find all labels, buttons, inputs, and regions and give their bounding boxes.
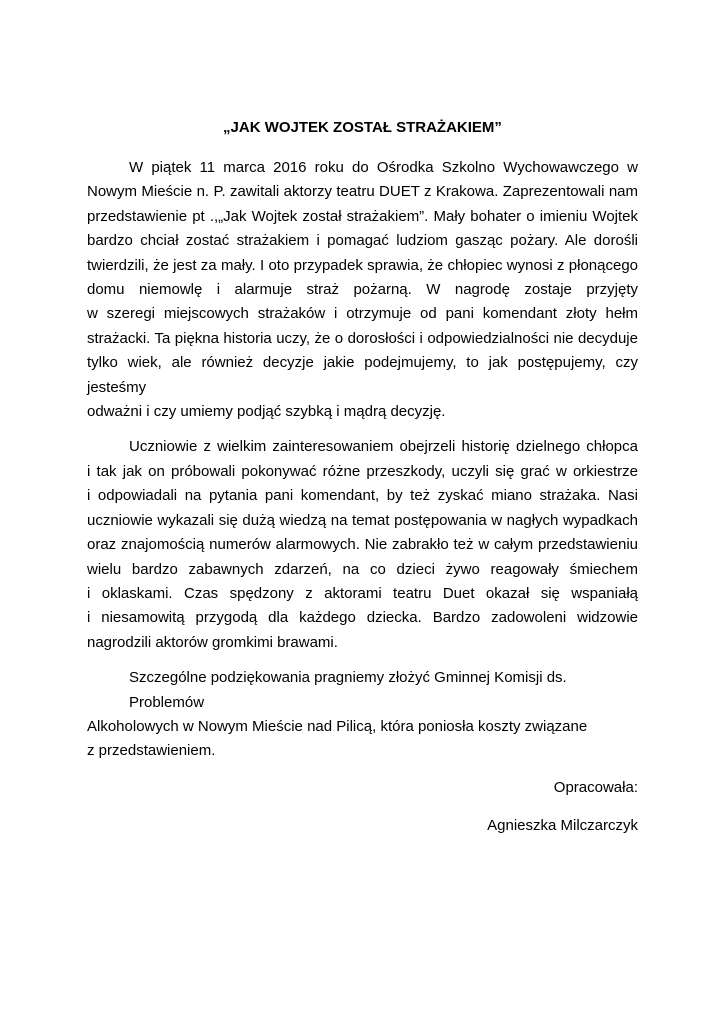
paragraph-line: nagrodzili aktorów gromkimi brawami. — [87, 633, 338, 651]
paragraph-line: i niesamowitą przygodą dla każdego dziecka. Bardzo zadowoleni widzowie — [87, 609, 638, 627]
paragraph-1 — [87, 156, 638, 424]
paragraph-line: twierdzili, że jest za mały. I oto przypadek sprawia, że chłopiec wynosi z płonącego — [87, 256, 638, 274]
signature-role: Opracowała: — [553, 778, 638, 796]
paragraph-line: oraz znajomością numerów alarmowych. Nie zabrakło też w całym przedstawieniu — [87, 536, 638, 554]
signature-name: Agnieszka Milczarczyk — [487, 816, 638, 834]
paragraph-2 — [87, 435, 638, 655]
paragraph-line: Alkoholowych w Nowym Mieście nad Pilicą, która poniosła koszty związane — [87, 717, 588, 735]
paragraph-line: i oklaskami. Czas spędzony z aktorami teatru Duet okazał się wspaniałą — [87, 584, 638, 602]
paragraph-line: Szczególne podziękowania pragniemy złożyć Gminnej Komisji ds. Problemów — [129, 669, 567, 711]
paragraph-line: Nowym Mieście n. P. zawitali aktorzy teatru DUET z Krakowa. Zaprezentowali nam — [87, 183, 638, 201]
paragraph-line: Uczniowie z wielkim zainteresowaniem obejrzeli historię dzielnego chłopca — [129, 438, 638, 456]
paragraph-3 — [87, 666, 638, 764]
paragraph-line: domu niemowlę i alarmuje straż pożarną. W nagrodę zostaje przyjęty — [87, 281, 638, 299]
paragraph-line: i odpowiadali na pytania pani komendant, by też zyskać miano strażaka. Nasi — [87, 487, 638, 505]
paragraph-line: wielu bardzo zabawnych zdarzeń, na co dzieci żywo reagowały śmiechem — [87, 560, 638, 578]
document-title: „JAK WOJTEK ZOSTAŁ STRAŻAKIEM” — [223, 119, 502, 136]
paragraph-line: przedstawienie pt .,„Jak Wojtek został strażakiem”. Mały bohater o imieniu Wojtek — [87, 207, 638, 225]
document-page — [87, 118, 638, 836]
paragraph-line: odważni i czy umiemy podjąć szybką i mądrą decyzję. — [87, 403, 446, 421]
paragraph-line: i tak jak on próbowali pokonywać różne przeszkody, uczyli się grać w orkiestrze — [87, 462, 638, 480]
paragraph-line: z przedstawieniem. — [87, 742, 216, 760]
paragraph-line: w szeregi miejscowych strażaków i otrzymuje od pani komendant złoty hełm — [87, 305, 638, 323]
paragraph-line: uczniowie wykazali się dużą wiedzą na temat postępowania w nagłych wypadkach — [87, 511, 638, 529]
paragraph-line: tylko wiek, ale również decyzje jakie podejmujemy, to jak postępujemy, czy jesteśmy — [87, 354, 638, 396]
paragraph-line: strażacki. Ta piękna historia uczy, że o dorosłości i odpowiedzialności nie decyduje — [87, 329, 638, 347]
paragraph-line: bardzo chciał zostać strażakiem i pomagać ludziom gasząc pożary. Ale dorośli — [87, 232, 638, 250]
paragraph-line: W piątek 11 marca 2016 roku do Ośrodka Szkolno Wychowawczego w — [129, 159, 638, 176]
